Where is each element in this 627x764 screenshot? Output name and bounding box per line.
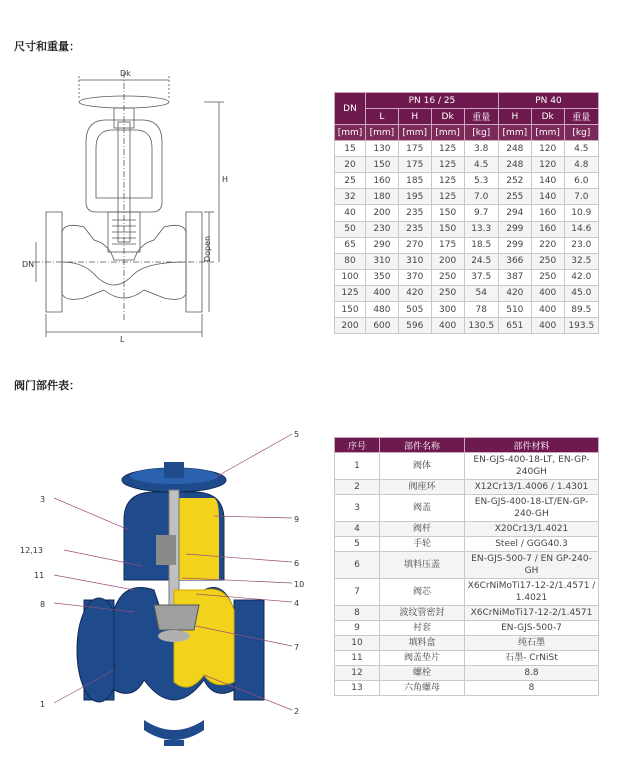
parts-row (335, 537, 599, 552)
parts-row (335, 636, 599, 651)
dims-row (335, 318, 599, 334)
dims-cell: 120 (531, 141, 564, 157)
dims-cell: 505 (398, 302, 431, 318)
dims-cell: 420 (398, 285, 431, 301)
dims-row (335, 141, 599, 157)
dims-cell: 23.0 (564, 237, 598, 253)
parts-cell: 12 (335, 666, 380, 681)
dims-row (335, 189, 599, 205)
callout-4: 4 (294, 599, 300, 608)
parts-row (335, 495, 599, 522)
dims-cell: 220 (531, 237, 564, 253)
dims-cell: 4.5 (564, 141, 598, 157)
parts-cell: 填料盒 (380, 636, 465, 651)
dims-cell: 140 (531, 189, 564, 205)
parts-cell: 石墨- CrNiSt (465, 651, 599, 666)
dims-cell: 160 (531, 205, 564, 221)
dims-cell: 125 (431, 157, 464, 173)
dims-cell: 193.5 (564, 318, 598, 334)
dims-cell: 32.5 (564, 253, 598, 269)
dims-cell: 18.5 (464, 237, 498, 253)
parts-row (335, 621, 599, 636)
dims-cell: 42.0 (564, 269, 598, 285)
dims-cell: 250 (531, 253, 564, 269)
callout-3: 3 (40, 495, 46, 504)
callout-5: 5 (294, 430, 300, 439)
parts-cell: 3 (335, 495, 380, 522)
dims-cell: 125 (431, 141, 464, 157)
parts-row (335, 453, 599, 480)
callout-12-13: 12,13 (20, 546, 43, 555)
callout-8: 8 (40, 600, 46, 609)
parts-cell: 阀盖垫片 (380, 651, 465, 666)
callout-1: 1 (40, 700, 46, 709)
dims-cell: 400 (531, 318, 564, 334)
parts-cell: 阀座环 (380, 480, 465, 495)
parts-cell: EN-GJS-500-7 / EN GP-240-GH (465, 552, 599, 579)
dims-cell: 150 (431, 221, 464, 237)
dims-cell: 7.0 (564, 189, 598, 205)
dims-cell: 150 (335, 302, 366, 318)
dims-cell: 195 (398, 189, 431, 205)
dims-cell: 310 (366, 253, 399, 269)
parts-cell: 阀杆 (380, 522, 465, 537)
parts-cell: 阀体 (380, 453, 465, 480)
dims-cell: 50 (335, 221, 366, 237)
dims-cell: 400 (366, 285, 399, 301)
parts-cell: EN-GJS-500-7 (465, 621, 599, 636)
dims-cell: 40 (335, 205, 366, 221)
parts-row (335, 666, 599, 681)
dims-cell: 180 (366, 189, 399, 205)
dims-row (335, 237, 599, 253)
dims-cell: 235 (398, 221, 431, 237)
dims-cell: 175 (398, 141, 431, 157)
parts-cell: X12Cr13/1.4006 / 1.4301 (465, 480, 599, 495)
parts-cell: 螺栓 (380, 666, 465, 681)
dims-cell: 125 (431, 173, 464, 189)
dims-cell: 160 (531, 221, 564, 237)
parts-cell: 手轮 (380, 537, 465, 552)
dims-cell: 200 (335, 318, 366, 334)
dims-cell: 13.3 (464, 221, 498, 237)
parts-cell: 9 (335, 621, 380, 636)
parts-name-header: 部件名称 (380, 438, 465, 453)
dims-cell: 37.5 (464, 269, 498, 285)
dims-cell: 80 (335, 253, 366, 269)
dims-cell: 54 (464, 285, 498, 301)
dims-cell: 24.5 (464, 253, 498, 269)
parts-cell: 6 (335, 552, 380, 579)
parts-cell: Steel / GGG40.3 (465, 537, 599, 552)
dims-cell: 5.3 (464, 173, 498, 189)
parts-cell: 波纹管密封 (380, 606, 465, 621)
dims-row (335, 173, 599, 189)
dims-row (335, 285, 599, 301)
dims-cell: 248 (498, 141, 531, 157)
parts-cell: X6CrNiMoTi17-12-2/1.4571 / 1.4021 (465, 579, 599, 606)
callout-11: 11 (34, 571, 45, 580)
dims-cell: 248 (498, 157, 531, 173)
parts-cell: 4 (335, 522, 380, 537)
dn-label: DN (22, 260, 35, 269)
dims-cell: 294 (498, 205, 531, 221)
dims-row (335, 302, 599, 318)
dims-cell: 130.5 (464, 318, 498, 334)
dopen-label: Dopen (203, 235, 212, 262)
dims-cell: 125 (431, 189, 464, 205)
parts-cell: X20Cr13/1.4021 (465, 522, 599, 537)
parts-cell: 8.8 (465, 666, 599, 681)
parts-cell: 纯石墨 (465, 636, 599, 651)
dims-cell: 230 (366, 221, 399, 237)
parts-cell: 阀盖 (380, 495, 465, 522)
dims-cell: 270 (398, 237, 431, 253)
parts-cell: EN-GJS-400-18-LT, EN-GP-240GH (465, 453, 599, 480)
dims-cell: 25 (335, 173, 366, 189)
dims-cell: 299 (498, 237, 531, 253)
dims-cell: 120 (531, 157, 564, 173)
dims-cell: 3.8 (464, 141, 498, 157)
parts-cell: 10 (335, 636, 380, 651)
dims-cell: 175 (398, 157, 431, 173)
dims-cell: 252 (498, 173, 531, 189)
parts-cell: 8 (465, 681, 599, 696)
dims-cell: 250 (531, 269, 564, 285)
parts-cell: EN-GJS-400-18-LT/EN-GP-240-GH (465, 495, 599, 522)
parts-material-header: 部件材料 (465, 438, 599, 453)
dims-cell: 290 (366, 237, 399, 253)
valve-cutaway-illustration (14, 420, 324, 750)
parts-no-header: 序号 (335, 438, 380, 453)
parts-cell: 11 (335, 651, 380, 666)
dims-cell: 299 (498, 221, 531, 237)
dims-cell: 350 (366, 269, 399, 285)
h-label: H (222, 175, 229, 184)
parts-cell: 13 (335, 681, 380, 696)
dims-row (335, 269, 599, 285)
callout-10: 10 (294, 580, 305, 589)
dims-cell: 140 (531, 173, 564, 189)
dims-cell: 400 (531, 285, 564, 301)
parts-row (335, 480, 599, 495)
dims-cell: 6.0 (564, 173, 598, 189)
dims-cell: 600 (366, 318, 399, 334)
dims-cell: 150 (366, 157, 399, 173)
callout-2: 2 (294, 707, 300, 716)
parts-row (335, 651, 599, 666)
dims-cell: 14.6 (564, 221, 598, 237)
dims-row (335, 205, 599, 221)
dims-cell: 310 (398, 253, 431, 269)
dims-cell: 65 (335, 237, 366, 253)
parts-cell: 衬套 (380, 621, 465, 636)
parts-row (335, 552, 599, 579)
parts-cell: 2 (335, 480, 380, 495)
dims-cell: 20 (335, 157, 366, 173)
dims-cell: 420 (498, 285, 531, 301)
parts-cell: X6CrNiMoTi17-12-2/1.4571 (465, 606, 599, 621)
dims-cell: 160 (366, 173, 399, 189)
dims-cell: 255 (498, 189, 531, 205)
parts-row (335, 522, 599, 537)
dims-row (335, 221, 599, 237)
parts-cell: 7 (335, 579, 380, 606)
dims-cell: 651 (498, 318, 531, 334)
dims-cell: 400 (431, 318, 464, 334)
valve-technical-drawing (14, 62, 324, 352)
callout-9: 9 (294, 515, 300, 524)
dims-cell: 4.8 (564, 157, 598, 173)
dims-cell: 200 (431, 253, 464, 269)
dims-cell: 150 (431, 205, 464, 221)
dims-cell: 32 (335, 189, 366, 205)
dims-cell: 510 (498, 302, 531, 318)
dimensions-heading: 尺寸和重量： (14, 40, 80, 53)
dims-row (335, 253, 599, 269)
parts-cell: 阀芯 (380, 579, 465, 606)
dimensions-table: DN PN 16 / 25 PN 40 L H Dk 重量 H Dk 重量 [mm] [mm] [mm] [mm] [kg] [mm] [mm] [kg] 15 130 175 125 3.8 248 120 4.5 20 150 175 125 4.5 248 120 4.8 25 160 185 125 5.3 252 140 6.0 32 180 195 125 7.0 255 140 7.0 40 200 235 150 9.7 294 160 10.9 50 230 235 150 13.3 299 160 14.6 65 290 270 175 18.5 299 220 23.0 80 310 310 200 24.5 366 250 32.5 100 350 370 250 37.5 387 250 42.0 125 400 420 250 54 420 400 45.0 150 480 505 300 78 510 400 89.5 200 600 596 400 130.5 651 400 193.5 (334, 92, 599, 334)
dims-cell: 200 (366, 205, 399, 221)
dims-cell: 9.7 (464, 205, 498, 221)
dn-header: DN (335, 93, 366, 125)
dims-cell: 250 (431, 269, 464, 285)
parts-table (334, 437, 599, 696)
dims-cell: 4.5 (464, 157, 498, 173)
parts-row (335, 579, 599, 606)
dims-cell: 7.0 (464, 189, 498, 205)
dims-cell: 130 (366, 141, 399, 157)
dims-cell: 387 (498, 269, 531, 285)
dims-cell: 45.0 (564, 285, 598, 301)
dk-label: Dk (120, 69, 131, 78)
parts-cell: 5 (335, 537, 380, 552)
dims-cell: 78 (464, 302, 498, 318)
parts-heading: 阀门部件表： (14, 379, 80, 392)
dims-cell: 300 (431, 302, 464, 318)
dims-cell: 15 (335, 141, 366, 157)
dims-cell: 366 (498, 253, 531, 269)
dims-cell: 185 (398, 173, 431, 189)
parts-cell: 1 (335, 453, 380, 480)
pn40-header: PN 40 (498, 93, 598, 109)
dims-cell: 125 (335, 285, 366, 301)
parts-cell: 填料压盖 (380, 552, 465, 579)
l-label: L (120, 335, 125, 344)
dims-row (335, 157, 599, 173)
dims-cell: 100 (335, 269, 366, 285)
parts-cell: 8 (335, 606, 380, 621)
dims-cell: 250 (431, 285, 464, 301)
dims-cell: 596 (398, 318, 431, 334)
parts-row (335, 606, 599, 621)
callout-6: 6 (294, 559, 300, 568)
dims-cell: 480 (366, 302, 399, 318)
dims-cell: 89.5 (564, 302, 598, 318)
dims-cell: 370 (398, 269, 431, 285)
pn16-header: PN 16 / 25 (366, 93, 499, 109)
dims-cell: 400 (531, 302, 564, 318)
parts-cell: 六角螺母 (380, 681, 465, 696)
parts-row (335, 681, 599, 696)
dims-cell: 10.9 (564, 205, 598, 221)
dims-cell: 235 (398, 205, 431, 221)
dims-cell: 175 (431, 237, 464, 253)
callout-7: 7 (294, 643, 300, 652)
